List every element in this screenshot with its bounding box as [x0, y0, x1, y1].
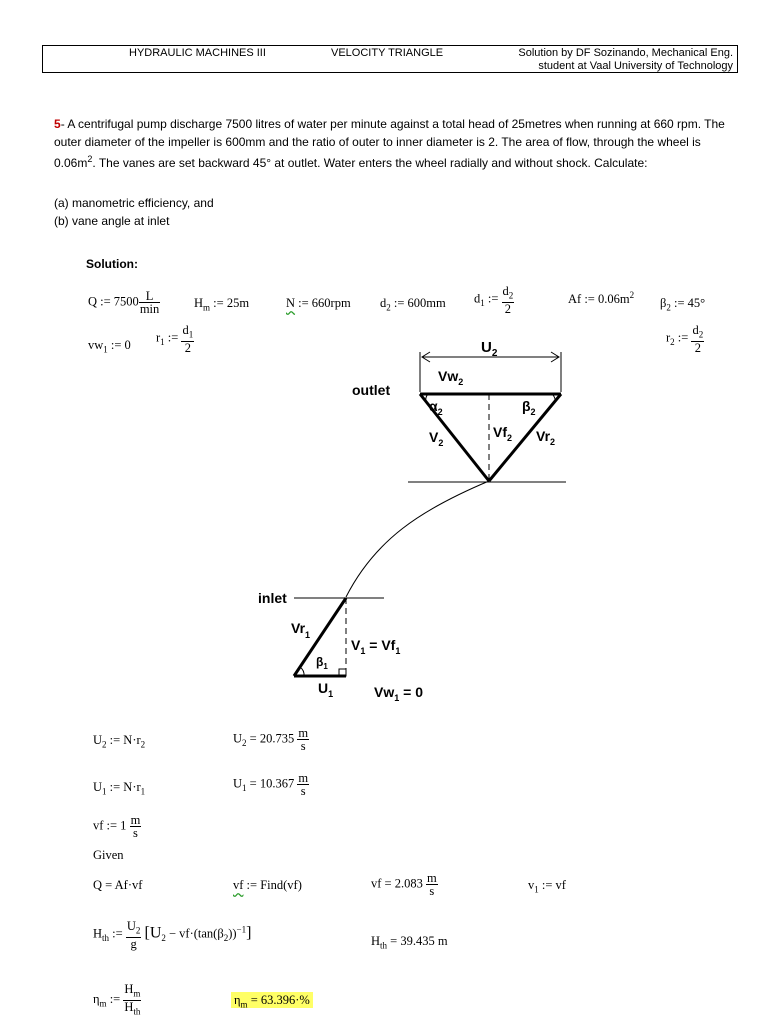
- u2-label: $U_2$: [481, 339, 498, 359]
- problem-text-end: . The vanes are set backward 45° at outlet. Water enters the wheel radially and without shock. Calculate:: [92, 156, 648, 170]
- outlet-label: outlet: [352, 382, 391, 398]
- header-topic: VELOCITY TRIANGLE: [331, 47, 444, 59]
- v2-label: $V_2$: [429, 429, 444, 448]
- calc-vf-guess: vf := 1 $\frac{m}{s}$: [93, 813, 141, 840]
- calc-vf-val: vf = 2.083 $\frac{m}{s}$: [371, 871, 437, 898]
- problem-number: 5: [54, 117, 61, 131]
- vr2-label: $Vr_2$: [536, 428, 556, 447]
- given-vw1: $vw_1$ := 0: [88, 338, 131, 355]
- calc-U1-val: $U_1 = 10.367$ $\frac{m}{s}$: [233, 771, 309, 798]
- given-Hm: $H_m$ := 25m: [194, 296, 250, 313]
- inlet-label: inlet: [258, 590, 287, 606]
- vf2-label: $Vf_2$: [493, 424, 513, 443]
- calc-eta-def: $\eta_m$ := $\frac{H_m}{H_{th}}$: [93, 982, 141, 1016]
- calc-U1-def: $U_1$ := $N\cdot r_1$: [93, 780, 146, 797]
- beta2-label: $\beta_2$: [522, 398, 536, 417]
- problem-text: - A centrifugal pump discharge 7500 litres of water per minute against a total head of 25metres when running at 660 rpm. The outer diameter of the impeller is 600mm and the ratio of outer to inner diameter is 2. The area of flow, through the wheel is 0.06m: [54, 117, 725, 170]
- header-credit-line2: student at Vaal University of Technology: [538, 60, 733, 72]
- v1-vf1-label: $V_1 = Vf_1$: [351, 637, 401, 656]
- vw1-label: $Vw_1 = 0$: [374, 684, 423, 703]
- given-Q: Q := 7500 $\frac{L}{\min}$: [88, 289, 160, 316]
- given-d1: $d_1$ := $\frac{d_2}{2}$: [474, 284, 514, 316]
- given-beta2: $\beta_2$ := 45°: [660, 296, 706, 313]
- given-Af: Af := $0.06m^2$: [568, 290, 635, 307]
- given-r2: $r_2$ := $\frac{d_2}{2}$: [666, 323, 704, 355]
- alpha2-label: $\alpha_2$: [429, 398, 443, 417]
- calc-eta-val: $\eta_m = 63.396\cdot\%$: [231, 993, 313, 1010]
- calc-Q-eq: Q = Af·vf: [93, 878, 143, 892]
- calc-Hth-val: $H_{th} = 39.435$ m: [371, 934, 448, 951]
- vw2-label: $Vw_2$: [438, 368, 464, 387]
- part-b: (b) vane angle at inlet: [54, 214, 170, 228]
- calc-U2-def: $U_2$ := $N\cdot r_2$: [93, 733, 146, 750]
- header-course: HYDRAULIC MACHINES III: [129, 47, 266, 59]
- u1-label: $U_1$: [318, 680, 334, 699]
- calc-v1: $v_1$ := vf: [528, 878, 566, 895]
- given-N: N := 660rpm: [286, 296, 351, 310]
- calc-given: Given: [93, 848, 124, 862]
- calc-U2-val: $U_2 = 20.735$ $\frac{m}{s}$: [233, 726, 309, 753]
- part-a: (a) manometric efficiency, and: [54, 196, 214, 210]
- calc-find: vf := Find(vf): [233, 878, 302, 892]
- calc-Hth-def: $H_{th}$ := $\frac{U_2}{g}$ $[U_2 - vf\cdot(\tan(\beta_2))^{-1}]$: [93, 919, 252, 951]
- given-r1: $r_1$ := $\frac{d_1}{2}$: [156, 323, 194, 355]
- vr1-label: $Vr_1$: [291, 620, 311, 640]
- solution-label: Solution:: [86, 257, 138, 271]
- problem-text-sup: 2: [87, 154, 93, 164]
- vane-curve: [346, 481, 489, 597]
- header-credit-line1: Solution by DF Sozinando, Mechanical Eng.: [518, 47, 733, 59]
- beta1-label: $\beta_1$: [316, 655, 328, 671]
- given-d2: $d_2$ := 600mm: [380, 296, 446, 313]
